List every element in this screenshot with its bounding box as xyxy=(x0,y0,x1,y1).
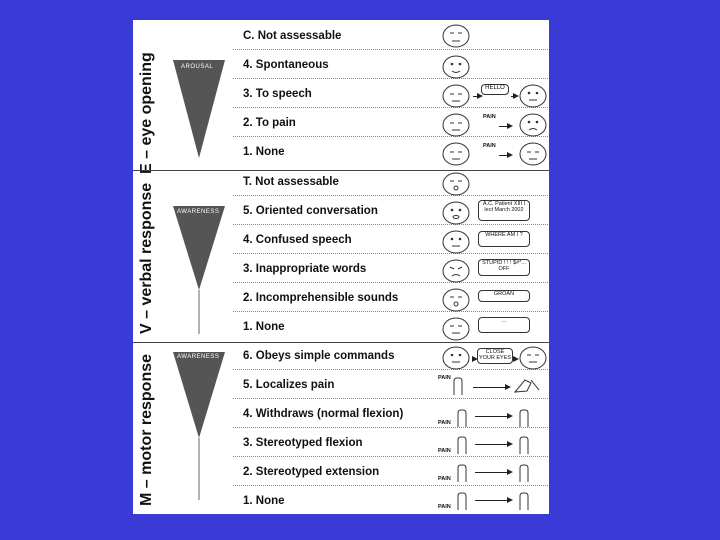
hand-icon xyxy=(455,486,469,510)
face-eyes-closed-icon xyxy=(442,24,470,48)
flexion-hand-icon xyxy=(517,430,531,454)
face-eyes-open-icon xyxy=(519,113,547,137)
dotted-separator xyxy=(233,49,548,50)
motor-row-4: 4. Withdraws (normal flexion) xyxy=(243,408,404,420)
arrow-icon xyxy=(475,444,511,445)
withdrawing-hand-icon xyxy=(517,403,531,427)
verbal-row-2: 2. Incomprehensible sounds xyxy=(243,292,399,304)
dotted-separator xyxy=(233,107,548,108)
verbal-row-5: 5. Oriented conversation xyxy=(243,205,378,217)
motor-row-3: 3. Stereotyped flexion xyxy=(243,437,363,449)
verbal-row-1: 1. None xyxy=(243,321,285,333)
dotted-separator xyxy=(233,136,548,137)
arrow-icon xyxy=(472,359,476,360)
arrow-icon xyxy=(473,387,509,388)
face-eyes-open-icon xyxy=(519,84,547,108)
face-sleeping-icon xyxy=(519,142,547,166)
motor-response-title: M – motor response xyxy=(138,353,155,506)
oriented-bubble: A.C. Patient XIII I lect March 2002 xyxy=(478,200,530,221)
eye-row-1: 1. None xyxy=(243,146,285,158)
motor-row-5: 5. Localizes pain xyxy=(243,379,335,391)
dotted-separator xyxy=(233,485,548,486)
face-silent-icon xyxy=(442,317,470,341)
face-sleeping-icon xyxy=(442,113,470,137)
awareness-label-motor: AWARENESS xyxy=(177,354,220,360)
dotted-separator xyxy=(233,195,548,196)
motor-row-6: 6. Obeys simple commands xyxy=(243,350,395,362)
motor-row-1: 1. None xyxy=(243,495,285,507)
face-sleeping-icon xyxy=(442,84,470,108)
section-divider xyxy=(133,342,549,343)
dotted-separator xyxy=(233,78,548,79)
where-bubble: WHERE AM I ? xyxy=(478,231,530,247)
face-intubated-icon xyxy=(442,172,470,196)
dotted-separator xyxy=(233,224,548,225)
face-listening-icon xyxy=(442,346,470,370)
verbal-row-3: 3. Inappropriate words xyxy=(243,263,367,275)
face-sleeping-icon xyxy=(442,142,470,166)
face-eyes-open-icon xyxy=(442,55,470,79)
eye-opening-title: E – eye opening xyxy=(138,52,155,174)
verbal-row-4: 4. Confused speech xyxy=(243,234,352,246)
face-confused-icon xyxy=(442,230,470,254)
face-eyes-closed-icon xyxy=(519,346,547,370)
dotted-separator xyxy=(233,398,548,399)
awareness-triangle-motor xyxy=(173,352,229,502)
pain-label: PAIN xyxy=(483,143,496,149)
arrow-icon xyxy=(475,472,511,473)
stupid-bubble: STUPID ! ! ! $#*... OFF xyxy=(478,259,530,276)
awareness-triangle-verbal xyxy=(173,206,229,336)
arrow-icon xyxy=(499,126,511,127)
face-groaning-icon xyxy=(442,288,470,312)
hand-icon xyxy=(455,430,469,454)
face-angry-icon xyxy=(442,259,470,283)
arrow-icon xyxy=(511,96,517,97)
pain-label: PAIN xyxy=(483,114,496,120)
gcs-chart xyxy=(133,20,549,514)
close-eyes-bubble: CLOSE YOUR EYES xyxy=(477,348,513,364)
dotted-separator xyxy=(233,369,548,370)
pain-label: PAIN xyxy=(438,504,451,510)
eye-row-3: 3. To speech xyxy=(243,88,312,100)
motor-row-2: 2. Stereotyped extension xyxy=(243,466,380,478)
pain-label: PAIN xyxy=(438,448,451,454)
dotted-separator xyxy=(233,253,548,254)
localizing-hand-icon xyxy=(513,374,545,396)
arrow-icon xyxy=(473,96,481,97)
hello-bubble: HELLO xyxy=(481,84,509,95)
hand-icon xyxy=(455,403,469,427)
extension-hand-icon xyxy=(517,458,531,482)
silence-bubble: ... xyxy=(478,317,530,333)
hand-icon xyxy=(455,458,469,482)
no-response-hand-icon xyxy=(517,486,531,510)
arrow-icon xyxy=(499,155,511,156)
arrow-icon xyxy=(513,359,517,360)
arousal-label: AROUSAL xyxy=(181,64,214,70)
awareness-label-verbal: AWARENESS xyxy=(177,209,220,215)
eye-row-2: 2. To pain xyxy=(243,117,296,129)
arrow-icon xyxy=(475,500,511,501)
pain-label: PAIN xyxy=(438,420,451,426)
pain-label: PAIN xyxy=(438,375,451,381)
eye-row-c: C. Not assessable xyxy=(243,30,342,42)
pain-label: PAIN xyxy=(438,476,451,482)
dotted-separator xyxy=(233,311,548,312)
eye-row-4: 4. Spontaneous xyxy=(243,59,329,71)
dotted-separator xyxy=(233,456,548,457)
groan-bubble: GROAN xyxy=(478,290,530,302)
section-divider xyxy=(133,170,549,171)
dotted-separator xyxy=(233,427,548,428)
face-talking-icon xyxy=(442,201,470,225)
dotted-separator xyxy=(233,282,548,283)
verbal-row-t: T. Not assessable xyxy=(243,176,339,188)
arrow-icon xyxy=(475,416,511,417)
verbal-response-title: V – verbal response xyxy=(138,182,155,334)
arousal-triangle xyxy=(173,60,229,160)
hand-icon xyxy=(451,373,465,395)
